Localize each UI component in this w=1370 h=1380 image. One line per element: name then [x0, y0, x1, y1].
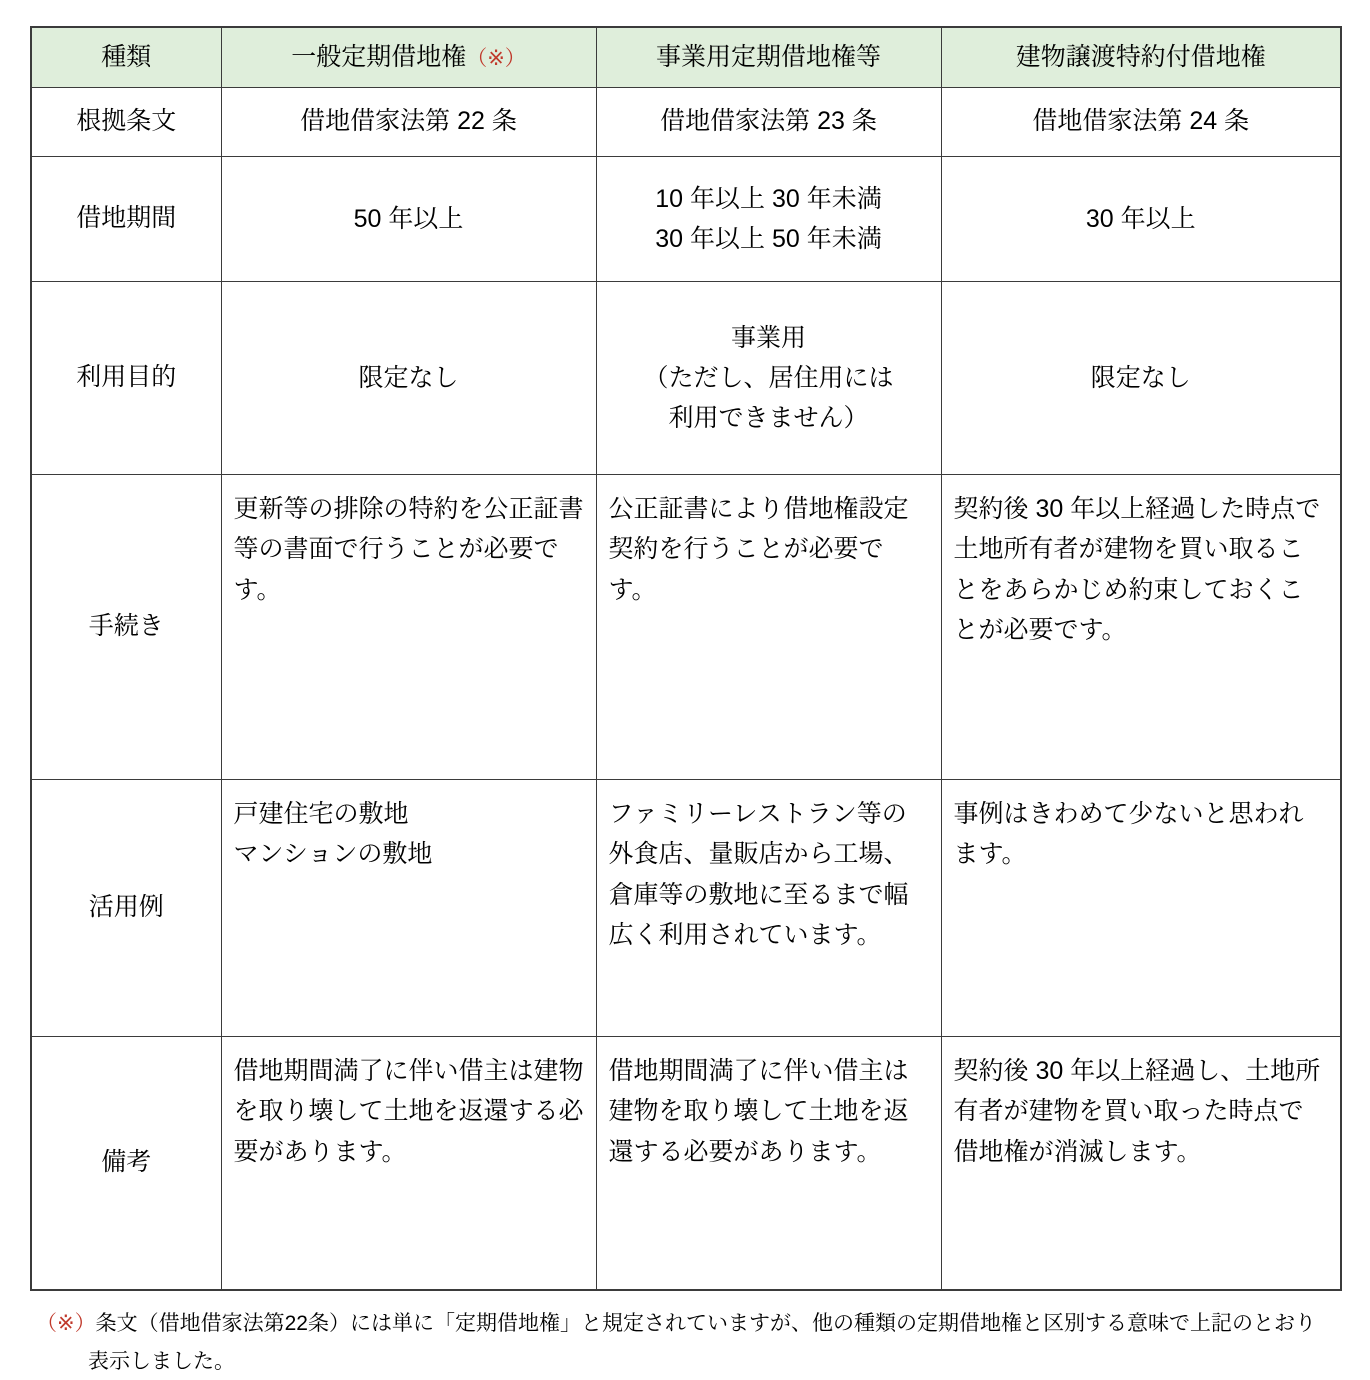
footnote-mark: （※）: [36, 1311, 96, 1335]
cell-remarks-transfer: 契約後 30 年以上経過し、土地所有者が建物を買い取った時点で借地権が消滅します。: [941, 1036, 1341, 1290]
cell-lease-period-general: 50 年以上: [221, 156, 596, 281]
column-header-general-fixed-term: [221, 27, 596, 87]
cell-legal-basis-transfer: 借地借家法第 24 条: [941, 87, 1341, 156]
cell-procedure-general: 更新等の排除の特約を公正証書等の書面で行うことが必要です。: [221, 474, 596, 779]
column-header-building-transfer: 建物譲渡特約付借地権: [941, 27, 1341, 87]
table-row: [31, 281, 1341, 474]
cell-purpose-general: 限定なし: [221, 281, 596, 474]
column-header-business-fixed-term: 事業用定期借地権等: [596, 27, 941, 87]
cell-usage-business: ファミリーレストラン等の外食店、量販店から工場、倉庫等の敷地に至るまで幅広く利用されています。: [596, 779, 941, 1036]
cell-legal-basis-general: 借地借家法第 22 条: [221, 87, 596, 156]
cell-line: 30 年以上 50 年未満: [655, 224, 882, 253]
cell-line: （ただし、居住用には: [643, 363, 894, 392]
cell-usage-transfer: 事例はきわめて少ないと思われます。: [941, 779, 1341, 1036]
row-header-purpose: 利用目的: [31, 281, 221, 474]
cell-procedure-business: 公正証書により借地権設定契約を行うことが必要です。: [596, 474, 941, 779]
cell-lease-period-business: [596, 156, 941, 281]
cell-purpose-transfer: 限定なし: [941, 281, 1341, 474]
table-header-row: [31, 27, 1341, 87]
row-header-legal-basis: 根拠条文: [31, 87, 221, 156]
cell-remarks-business: 借地期間満了に伴い借主は建物を取り壊して土地を返還する必要があります。: [596, 1036, 941, 1290]
table-row: [31, 156, 1341, 281]
cell-remarks-general: 借地期間満了に伴い借主は建物を取り壊して土地を返還する必要があります。: [221, 1036, 596, 1290]
cell-lease-period-transfer: 30 年以上: [941, 156, 1341, 281]
cell-line: 戸建住宅の敷地: [233, 799, 409, 828]
row-header-procedure: 手続き: [31, 474, 221, 779]
cell-line: マンションの敷地: [233, 840, 433, 869]
cell-line: 利用できません）: [668, 403, 869, 432]
row-header-lease-period: 借地期間: [31, 156, 221, 281]
column-header-kind: 種類: [31, 27, 221, 87]
lease-rights-comparison-table: [30, 26, 1342, 1291]
column-header-general-fixed-term-label: 一般定期借地権: [291, 43, 467, 71]
row-header-remarks: 備考: [31, 1036, 221, 1290]
cell-usage-general: [221, 779, 596, 1036]
table-row: [31, 87, 1341, 156]
table-row: [31, 1036, 1341, 1290]
cell-procedure-transfer: 契約後 30 年以上経過した時点で土地所有者が建物を買い取ることをあらかじめ約束しておくことが必要です。: [941, 474, 1341, 779]
cell-line: 事業用: [730, 323, 806, 352]
footnote: [30, 1305, 1340, 1380]
cell-line: 10 年以上 30 年未満: [655, 184, 882, 213]
footnote-text-line1: 条文（借地借家法第22条）には単に「定期借地権」と規定されていますが、他の種類の定期借地権と区別する意味で上記のとおり: [95, 1311, 1316, 1335]
row-header-usage-examples: 活用例: [31, 779, 221, 1036]
footnote-text-line2: 表示しました。: [88, 1349, 235, 1373]
table-body: [31, 87, 1341, 1290]
cell-purpose-business: [596, 281, 941, 474]
cell-legal-basis-business: 借地借家法第 23 条: [596, 87, 941, 156]
footnote-reference-mark: （※）: [466, 47, 526, 70]
table-row: [31, 474, 1341, 779]
table-row: [31, 779, 1341, 1036]
table-header: [31, 27, 1341, 87]
